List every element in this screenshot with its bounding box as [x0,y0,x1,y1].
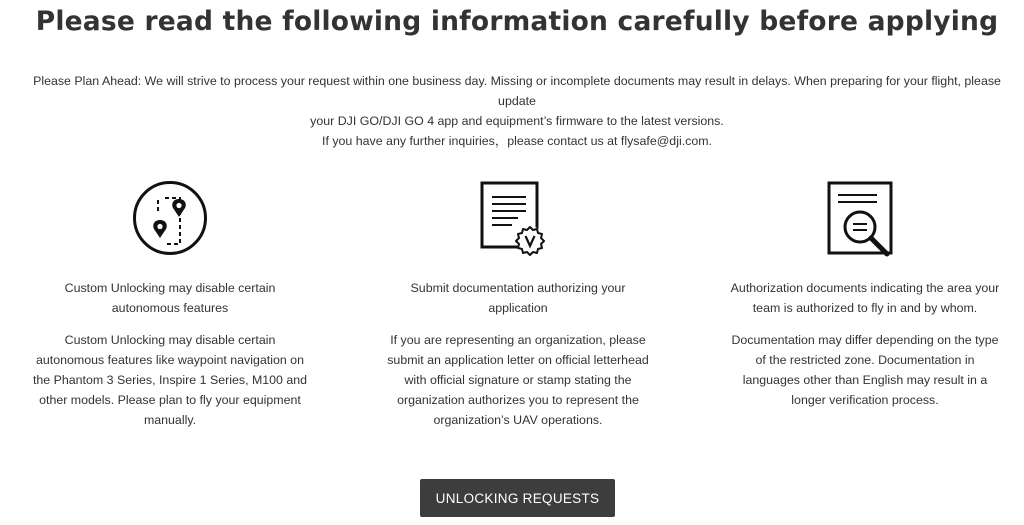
column-body-line: of the restricted zone. Documentation in [755,353,975,367]
column-body [378,330,658,430]
column-title-line: Authorization documents indicating the area your [730,281,1000,295]
column-body-line: longer verification process. [791,393,939,407]
column-title-line: Custom Unlocking may disable certain [64,281,276,295]
column-body-line: autonomous features like waypoint navigation on [36,353,304,367]
intro-text [28,71,1006,151]
column-body-line: manually. [143,413,197,427]
certified-document-icon [478,180,550,256]
column-body-line: organization’s UAV operations. [433,413,603,427]
intro-line: your DJI GO/DJI GO 4 app and equipment’s firmware to the latest versions. [310,114,724,128]
column-title-line: autonomous features [111,301,229,315]
column-title [30,278,310,318]
column-title [378,278,658,318]
column-body-line: Custom Unlocking may disable certain [64,333,276,347]
intro-line: Please Plan Ahead: We will strive to process your request within one business day. Missing or incomplete documents may result in delays. When preparing for your flight, please update [33,74,1001,108]
column-title-line: application [488,301,548,315]
column-body-line: If you are representing an organization, please [390,333,646,347]
intro-line: If you have any further inquiries，please contact us at flysafe@dji.com. [322,134,712,148]
column-body-line: organization authorizes you to represent the [397,393,639,407]
column-title-line: team is authorized to fly in and by whom. [752,301,978,315]
column-title [725,278,1005,318]
map-pins-icon [132,180,208,256]
column-body-line: with official signature or stamp stating the [404,373,632,387]
column-title-line: Submit documentation authorizing your [410,281,626,295]
column-body [725,330,1005,410]
column-body-line: the Phantom 3 Series, Inspire 1 Series, M100 and [32,373,308,387]
column-body-line: other models. Please plan to fly your equipment [39,393,301,407]
column-body-line: languages other than English may result in a [742,373,988,387]
column-body-line: Documentation may differ depending on the type [731,333,999,347]
page-title: Please read the following information carefully before applying [35,6,999,37]
document-search-icon [825,180,897,258]
column-body-line: submit an application letter on official letterhead [387,353,649,367]
column-body [30,330,310,430]
unlocking-requests-button[interactable]: UNLOCKING REQUESTS [420,479,615,517]
